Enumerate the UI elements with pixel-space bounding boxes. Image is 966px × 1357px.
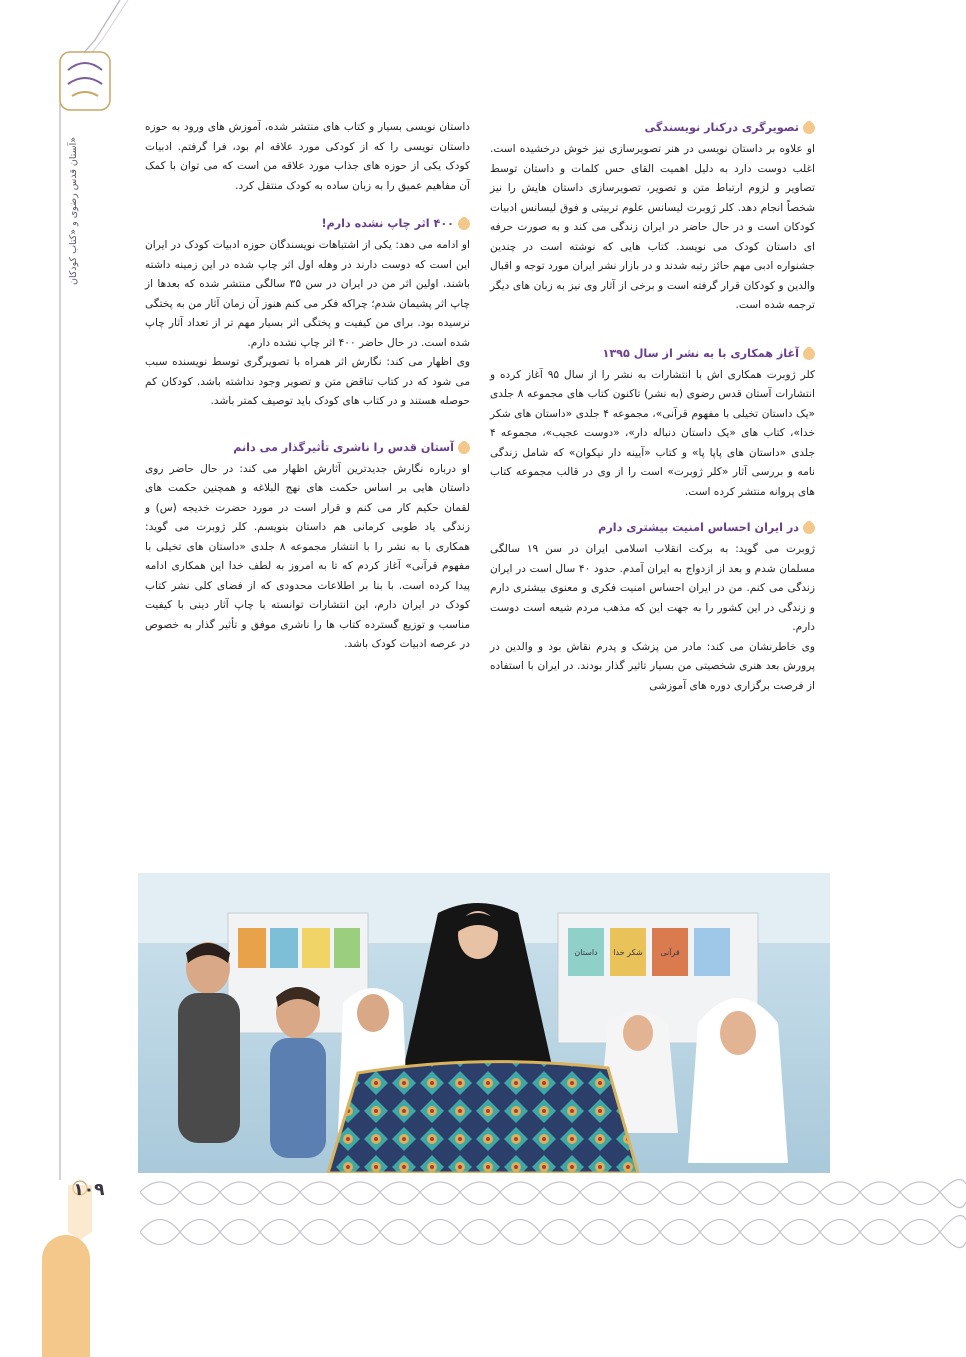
publisher-logo [58,50,112,112]
right-column [490,118,815,706]
section-heading: آستان قدس را ناشری تأثیرگذار می دانم [145,438,470,458]
heading-bullet-icon [456,439,473,456]
book-title: شکر خدا [613,948,643,957]
heading-bullet-icon [456,216,473,233]
section-paragraph: او علاوه بر داستان نویسی در هنر تصویرسازی نیز خوش درخشیده است. اغلب دوست دارد به دلیل اهمیت القای حس کلمات و داستان توسط تصاویر و لزوم ارتباط متن و تصویر، تصویرسازی داستان هایش را نیز شخصاً انجام دهد. کلر ژوبرت لیسانس علوم تربیتی و فوق لیسانس ادبیات کودکان است و در حال حاضر در ایران زندگی می کند و به صورت حرفه ای داستان کودک می نویسد. کتاب هایی که نوشته است در چندین جشنواره ادبی مهم حائز رتبه شدند و در بازار نشر ایران مورد توجه و اقبال والدین و کودکان قرار گرفته است و برخی از آثار وی نیز به زبان های دیگر ترجمه شده است. [490,143,815,311]
section-unpublished [145,214,470,412]
left-column [145,118,470,665]
section-paragraph: ژوبرت می گوید: به برکت انقلاب اسلامی ایران در سن ۱۹ سالگی مسلمان شدم و بعد از ازدواج به ایران آمدم. حدود ۴۰ سال است در ایران زندگی می کنم. من در ایران احساس امنیت فکری و معنوی بیشتری دارم و زندگی در این کشور را به جهت این که مذهب مردم شیعه است دوست دارم. [490,543,815,633]
event-photo-illustration [138,873,830,1173]
section-collaboration [490,344,815,503]
section-paragraph: او ادامه می دهد: یکی از اشتباهات نویسندگان حوزه ادبیات کودک در ایران این است که دوست دارند در وهله اول اثر چاپ شده در این زمینه داشته باشند. اولین اثر من در ایران در سن ۳۵ سالگی منتشر شده که بعدها از چاپ اثر پشیمان شدم؛ چراکه فکر می کنم هنوز آن زمان آثار من به پختگی نرسیده بود. برای من کیفیت و پختگی اثر بسیار مهم تر از تعداد آثار چاپ شده است. در حال حاضر ۴۰۰ اثر چاپ نشده دارم. [145,239,470,349]
section-paragraph: وی اظهار می کند: نگارش اثر همراه با تصویرگری توسط نویسنده سبب می شود که در کتاب تناقض متن و تصویر وجود نداشته باشد. کودکان کم حوصله هستند و در کتاب های کودک باید توصیف کمتر باشد. [145,356,470,407]
book-title: قرآنی [660,948,680,957]
event-photo [138,873,830,1173]
section-paragraph: کلر ژوبرت همکاری اش با انتشارات به نشر را از سال ۹۵ آغاز کرده و انتشارات آستان قدس رضوی (به نشر) تاکنون کتاب های مجموعه ۸ جلدی «یک داستان تخیلی با مفهوم قرآنی»، مجموعه ۴ جلدی «داستان های شکر خدا»، کتاب های «یک داستان دنباله دار»، «دوست عجیب»، مجموعه ۴ جلدی «داستان های پاپا پا» و کتاب «آیینه دار نیکوان» که شامل زندگی نامه و بررسی آثار «کلر ژوبرت» است را از وی در قالب مجموعه کتاب های پروانه منتشر کرده است. [490,368,816,498]
heading-bullet-icon [801,120,818,137]
section-heading: تصویرگری درکنار نویسندگی [490,118,815,138]
intro-paragraph: داستان نویسی بسیار و کتاب های منتشر شده، آموزش های ورود به حوزه داستان نویسی را که از کودکی مورد علاقه ام بود، فرا گرفتم. ادبیات کودک یکی از حوزه های جذاب مورد علاقه من است که می توان با کمک آن مفاهیم عمیق را به زبان ساده به کودک منتقل کرد. [145,121,470,192]
section-heading: ۴۰۰ اثر چاپ نشده دارم! [145,214,470,234]
section-paragraph: او درباره نگارش جدیدترین آثارش اظهار می کند: در حال حاضر روی داستان هایی بر اساس حکمت های نهج البلاغه و همچنین حکمت های لقمان حکیم کار می کنم و قرار است در مورد حضرت خدیجه (س) و زندگی یاد طوبی کرمانی هم داستان بنویسم. کلر ژوبرت می گوید: همکاری با به نشر را با انتشار مجموعه ۸ جلدی «داستان های تخیلی با مفهوم قرآنی» آغاز کردم که تا به امروز به لطف خدا این همکاری ادامه پیدا کرده است. با بنا بر اطلاعات محدودی که از فضای کلی نشر کتاب کودک در ایران دارم، این انتشارات توانسته با چاپ آثار دینی با کیفیت مناسب و توزیع گسترده کتاب ها را ناشری موفق و تأثیر گذار به خصوص در عرصه ادبیات کودک باشد. [145,462,470,650]
page-tab-decoration [38,1180,108,1357]
section-heading: آغاز همکاری با به نشر از سال ۱۳۹۵ [490,344,815,364]
section-security [490,518,815,696]
section-illustration [490,118,815,316]
section-paragraph: وی خاطرنشان می کند: مادر من پزشک و پدرم نقاش بود و والدین در پرورش بعد هنری شخصیتی من بسیار تاثیر گذار بودند. در ایران با استفاده از فرصت برگزاری دوره های آموزشی [490,640,815,692]
heading-bullet-icon [801,345,818,362]
section-astan-quds [145,438,470,655]
section-heading: در ایران احساس امنیت بیشتری دارم [490,518,815,538]
ornament-band [140,1172,966,1262]
book-title: داستان [574,948,598,957]
page-number: ۱۰۹ [73,1180,105,1200]
heading-bullet-icon [801,520,818,537]
running-head: آستان قدس رضوی و «کتاب کودکان» [68,136,79,285]
